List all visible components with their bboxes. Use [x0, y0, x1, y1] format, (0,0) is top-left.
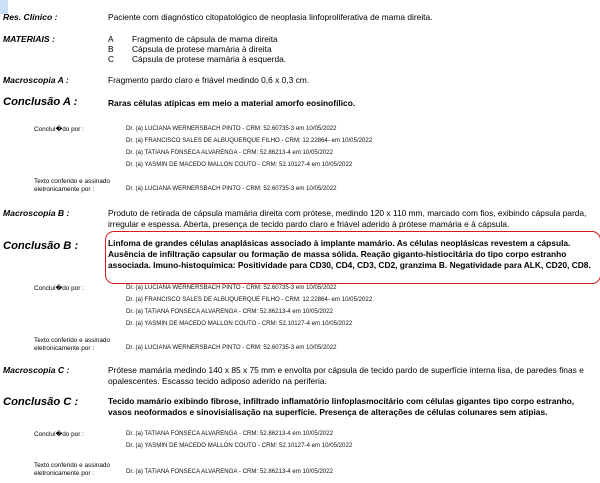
macroscopia-a-label: Macroscopia A :	[3, 75, 69, 85]
material-c-desc: Cápsula de protese mamária à esquerda.	[132, 54, 287, 64]
signer-b-3: Dr. (a) TATIANA FONSECA ALVARENGA - CRM: 52.86213-4 em 10/05/2022	[126, 308, 334, 315]
signer-b-1: Dr. (a) LUCIANA WERNERSBACH PINTO - CRM: 52.60735-3 em 10/05/2022	[126, 284, 337, 291]
concluido-a-label: Concluí�do por :	[34, 126, 84, 133]
signer-a-2: Dr. (a) FRANCISCO SALES DE ALBUQUERQUE FILHO - CRM: 12.22864- em 10/05/2022	[126, 137, 373, 144]
materiais-label: MATERIAIS :	[3, 34, 55, 44]
signer-a-1: Dr. (a) LUCIANA WERNERSBACH PINTO - CRM: 52.60735-3 em 10/05/2022	[126, 125, 337, 132]
signer-b-4: Dr. (a) YASMIN DE MACEDO MALLON COUTO - CRM: 52.10127-4 em 10/05/2022	[126, 320, 353, 327]
texto-conferido-b-label-1: Texto conferido e assinado	[34, 337, 111, 344]
macroscopia-b-line-2: irregular e espessa. Aberta, presença de tecido pardo claro e friável aderido à prótese mamária e à cápsula.	[108, 219, 510, 229]
macroscopia-b-label: Macroscopia B :	[3, 208, 70, 218]
concluido-c-label: Concluí�do por :	[34, 431, 84, 438]
conclusao-a-label: Conclusão A :	[3, 96, 78, 108]
conclusao-c-label: Conclusão C :	[3, 396, 79, 408]
macroscopia-b-line-1: Produto de retirada de cápsula mamária direita com prótese, medindo 120 x 110 mm, marcado com fios, exibindo cápsula parda,	[108, 208, 587, 218]
conclusao-b-line-3: associada. Imuno-histoquímica: Positividade para CD30, CD4, CD3, CD2, granzima B. Negatividade para ALK, CD20, CD8.	[108, 260, 591, 270]
texto-conferido-a-label-1: Texto conferido e assinado	[34, 178, 111, 185]
signer-c-2: Dr. (a) YASMIN DE MACEDO MALLON COUTO - CRM: 52.10127-4 em 10/05/2022	[126, 442, 353, 449]
texto-conferido-c-label-1: Texto conferido e assinado	[34, 462, 111, 469]
material-a-desc: Fragmento de cápsula de mama direita	[132, 34, 278, 44]
conclusao-b-line-2: Ausência de infiltração capsular ou formação de massa sólida. Reação giganto-histiocitária do tipo corpo estranho	[108, 249, 567, 259]
signer-c-1: Dr. (a) TATIANA FONSECA ALVARENGA - CRM: 52.86213-4 em 10/05/2022	[126, 430, 334, 437]
conclusao-c-line-1: Tecido mamário exibindo fibrose, infiltrado inflamatório linfoplasmocitário com células gigantes tipo corpo estranho,	[108, 396, 575, 406]
texto-conferido-b-label-2: eletronicamente por :	[34, 345, 95, 352]
material-b-letter: B	[108, 44, 114, 54]
material-a-letter: A	[108, 34, 114, 44]
texto-signer-a: Dr. (a) LUCIANA WERNERSBACH PINTO - CRM: 52.60735-3 em 10/05/2022	[126, 185, 337, 192]
conclusao-c-line-2: vasos neoformados e sinovisialisação na superfície. Presença de alterações de células colunares sem atipias.	[108, 407, 548, 417]
texto-signer-c: Dr. (a) TATIANA FONSECA ALVARENGA - CRM: 52.86213-4 em 10/05/2022	[126, 468, 334, 475]
texto-signer-b: Dr. (a) LUCIANA WERNERSBACH PINTO - CRM: 52.60735-3 em 10/05/2022	[126, 344, 337, 351]
concluido-b-label: Concluí�do por :	[34, 285, 84, 292]
res-clinico-text: Paciente com diagnóstico citopatológico de neoplasia linfoproliferativa de mama direita.	[108, 12, 433, 22]
macroscopia-a-text: Fragmento pardo claro e friável medindo 0,6 x 0,3 cm.	[108, 75, 310, 85]
macroscopia-c-label: Macroscopia C :	[3, 365, 70, 375]
macroscopia-c-line-2: opalescentes. Escasso tecido adiposo aderido na periferia.	[108, 376, 327, 386]
macroscopia-c-line-1: Prótese mamária medindo 140 x 85 x 75 mm e envolta por cápsula de tecido pardo de superfície interna lisa, de paredes finas e	[108, 365, 584, 375]
conclusao-a-text: Raras células atípicas em meio a material amorfo eosinofílico.	[108, 98, 356, 108]
texto-conferido-c-label-2: eletronicamente por :	[34, 470, 95, 477]
material-b-desc: Cápsula de protese mamária à direita	[132, 44, 272, 54]
res-clinico-label: Res. Clínico :	[3, 12, 58, 22]
conclusao-b-line-1: Linfoma de grandes células anaplásicas associado à implante mamário. As células neoplásicas revestem a cápsula.	[108, 238, 571, 248]
signer-a-4: Dr. (a) YASMIN DE MACEDO MALLON COUTO - CRM: 52.10127-4 em 10/05/2022	[126, 161, 353, 168]
signer-a-3: Dr. (a) TATIANA FONSECA ALVARENGA - CRM: 52.86213-4 em 10/05/2022	[126, 149, 334, 156]
texto-conferido-a-label-2: eletronicamente por :	[34, 186, 95, 193]
signer-b-2: Dr. (a) FRANCISCO SALES DE ALBUQUERQUE FILHO - CRM: 12.22864- em 10/05/2022	[126, 296, 373, 303]
material-c-letter: C	[108, 54, 115, 64]
conclusao-b-label: Conclusão B :	[3, 240, 79, 252]
